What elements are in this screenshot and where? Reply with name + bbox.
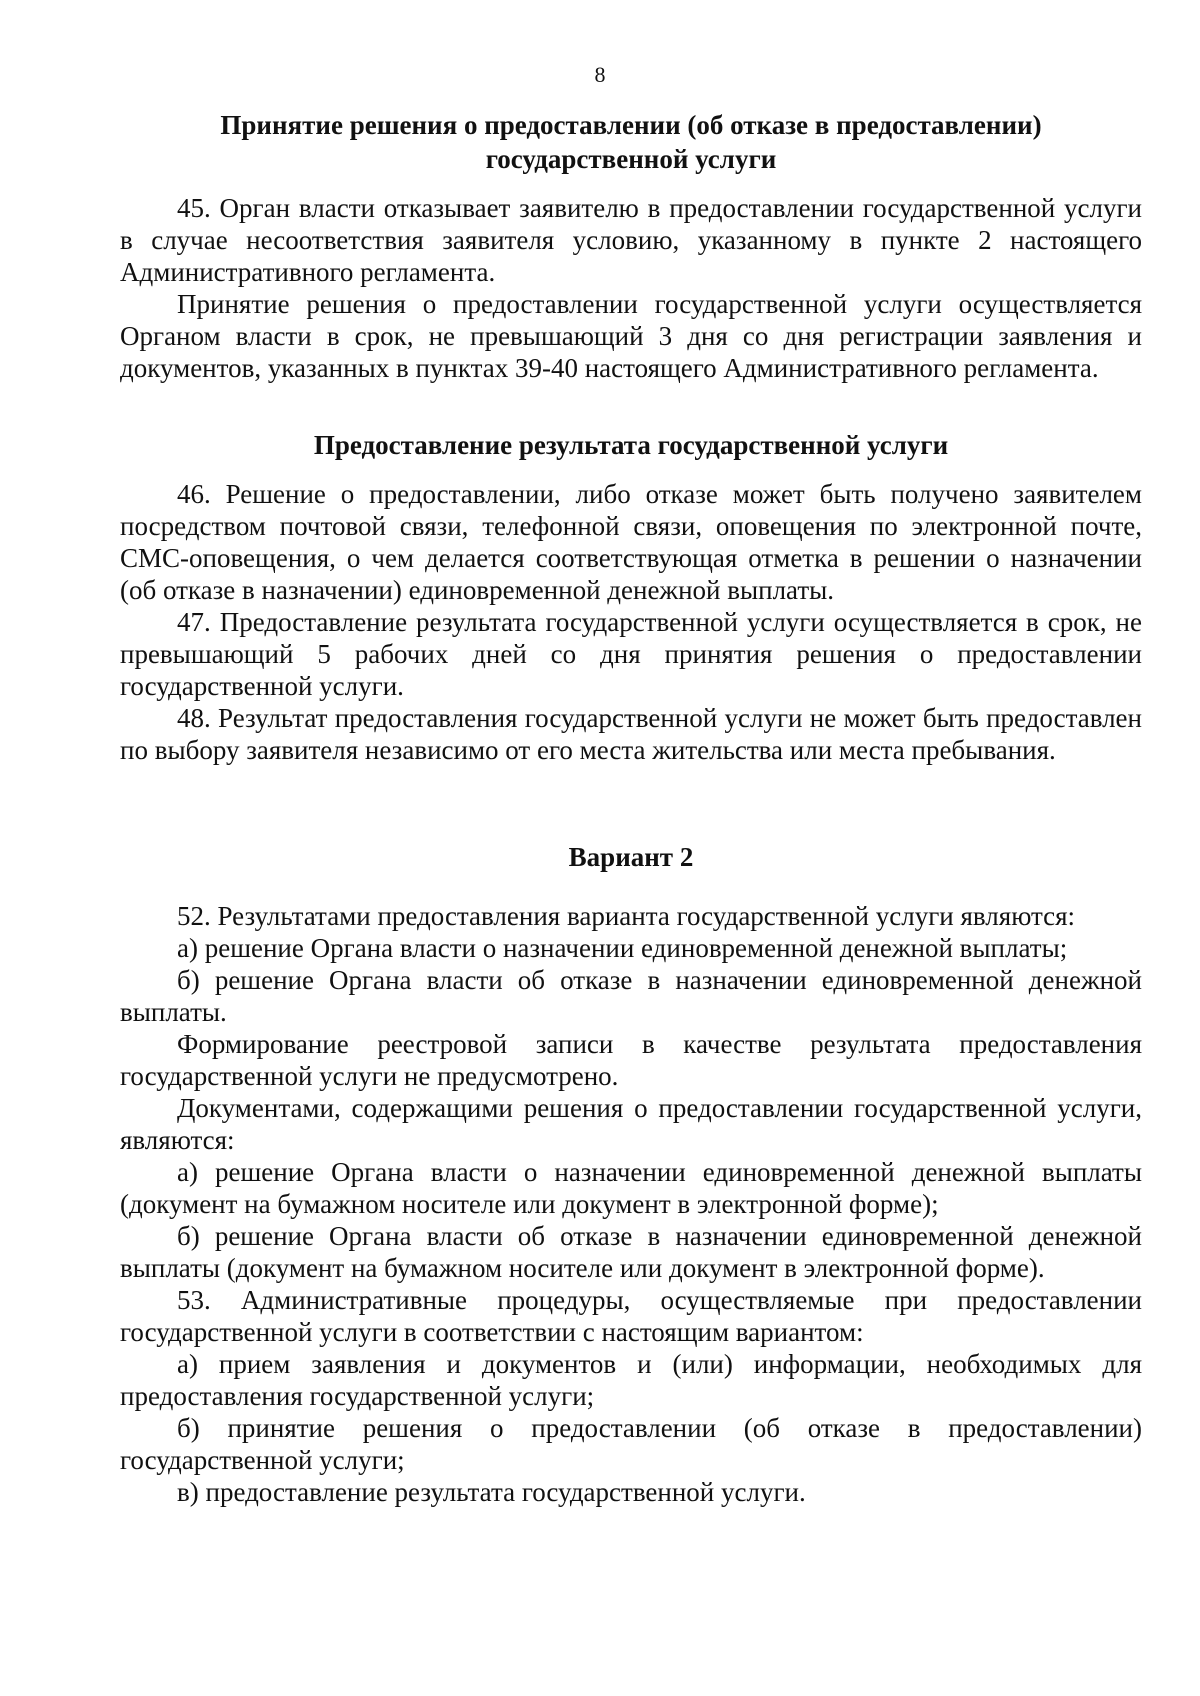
- section-heading-variant: Вариант 2: [568, 842, 694, 872]
- section-heading-result: Предоставление результата государственной услуги: [313, 430, 949, 460]
- page-number: 8: [594, 62, 606, 87]
- paragraph-documents: Документами, содержащими решения о предоставлении государственной услуги, являются:: [120, 1093, 1142, 1155]
- paragraph-52: 52. Результатами предоставления варианта государственной услуги являются:: [177, 901, 1076, 931]
- section-heading-line: Принятие решения о предоставлении (об отказе в предоставлении): [220, 110, 1042, 140]
- list-item: а) решение Органа власти о назначении единовременной денежной выплаты (документ на бумажном носителе или документ в электронной форме);: [120, 1157, 1142, 1219]
- section-heading-line: государственной услуги: [485, 144, 777, 174]
- paragraph-48: 48. Результат предоставления государственной услуги не может быть предоставлен по выбору заявителя независимо от его места жительства или места пребывания.: [120, 703, 1142, 765]
- list-item: в) предоставление результата государственной услуги.: [177, 1477, 806, 1507]
- paragraph-53: 53. Административные процедуры, осуществляемые при предоставлении государственной услуги в соответствии с настоящим вариантом:: [120, 1285, 1142, 1347]
- paragraph-45: 45. Орган власти отказывает заявителю в предоставлении государственной услуги в случае несоответствия заявителя условию, указанному в пункте 2 настоящего Административного регламента.: [120, 193, 1142, 287]
- list-item: б) принятие решения о предоставлении (об отказе в предоставлении) государственной услуги;: [120, 1413, 1142, 1475]
- list-item: а) прием заявления и документов и (или) информации, необходимых для предоставления государственной услуги;: [120, 1349, 1142, 1411]
- paragraph-registry: Формирование реестровой записи в качестве результата предоставления государственной услуги не предусмотрено.: [120, 1029, 1142, 1091]
- document-body: [120, 108, 1142, 1508]
- paragraph-47: 47. Предоставление результата государственной услуги осуществляется в срок, не превышающий 5 рабочих дней со дня принятия решения о предоставлении государственной услуги.: [120, 607, 1142, 701]
- section-heading-decision: [120, 108, 1142, 176]
- paragraph-46: 46. Решение о предоставлении, либо отказе может быть получено заявителем посредством почтовой связи, телефонной связи, оповещения по электронной почте, СМС-оповещения, о чем делается соответствующая отметка в решении о назначении (об отказе в назначении) единовременной денежной выплаты.: [120, 479, 1142, 605]
- list-item: б) решение Органа власти об отказе в назначении единовременной денежной выплаты (документ на бумажном носителе или документ в электронной форме).: [120, 1221, 1142, 1283]
- list-item: б) решение Органа власти об отказе в назначении единовременной денежной выплаты.: [120, 965, 1142, 1027]
- paragraph-decision-term: Принятие решения о предоставлении государственной услуги осуществляется Органом власти в срок, не превышающий 3 дня со дня регистрации заявления и документов, указанных в пунктах 39-40 настоящего Административного регламента.: [120, 289, 1142, 383]
- list-item: а) решение Органа власти о назначении единовременной денежной выплаты;: [177, 933, 1068, 963]
